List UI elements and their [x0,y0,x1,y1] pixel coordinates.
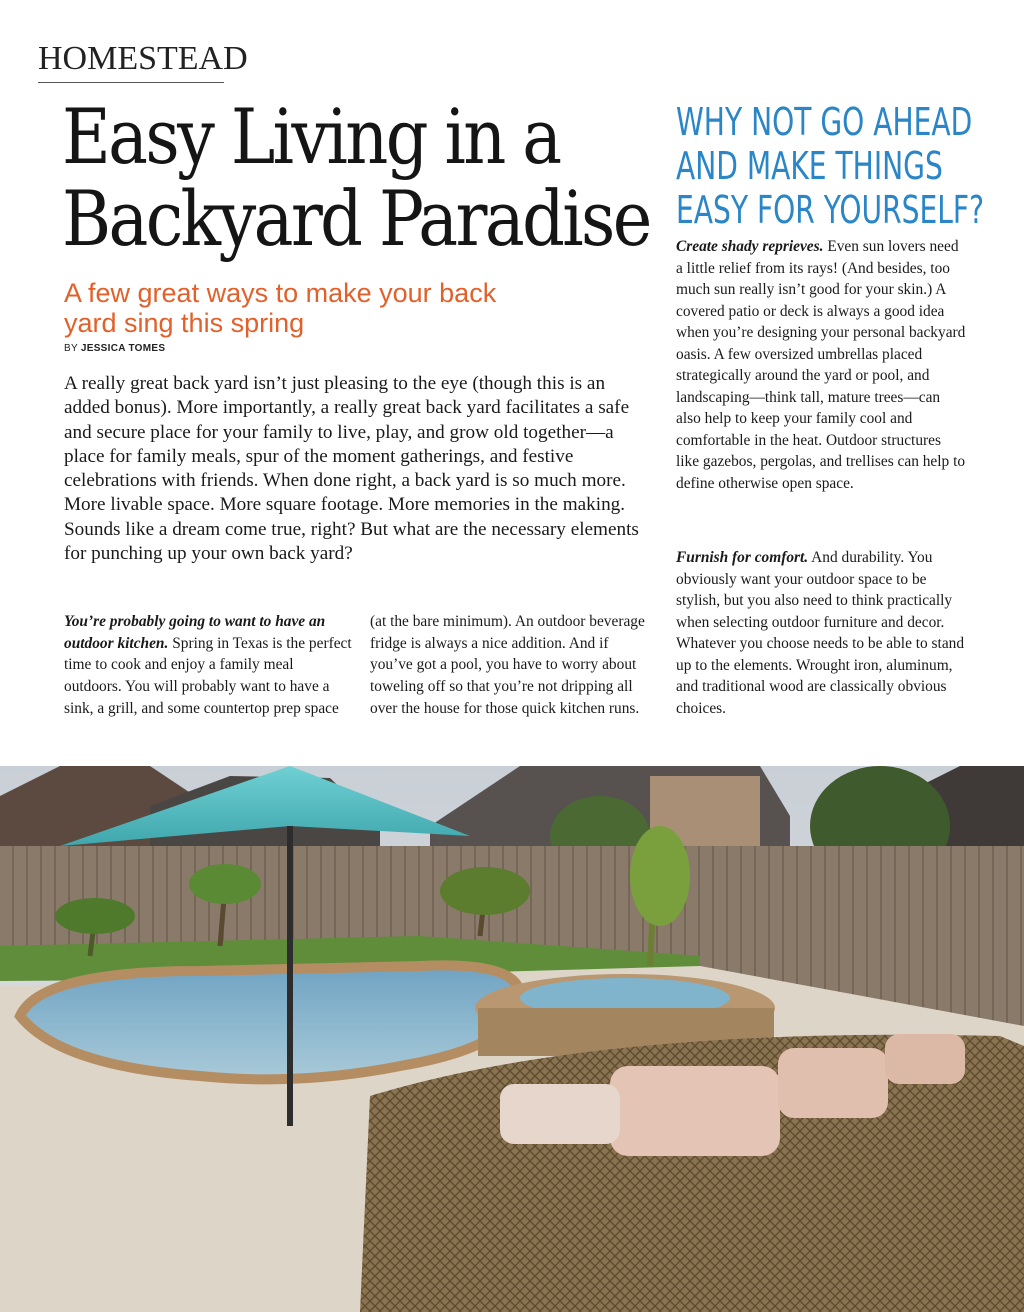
headline-line-2: Backyard Paradise [62,174,650,263]
subheadline-line-2: yard sing this spring [64,308,305,338]
comfort-body: And durability. You obviously want your outdoor space to be stylish, but you also need to think practically when selecting outdoor furniture and decor. Whatever you choose needs to be able to stand up to the elements. Wrought iron, aluminum, and traditional wood are classically obvious choices. [676,549,965,717]
sidebar-title-line-3: EASY FOR YOURSELF? [676,188,985,232]
headline [62,92,650,263]
comfort-paragraph [676,547,966,719]
section-label: HOMESTEAD [38,40,248,77]
comfort-lead: Furnish for comfort. [676,549,809,566]
shade-lead: Create shady reprieves. [676,238,824,255]
kitchen-lead: You’re probably going to want to have an outdoor kitchen. [64,613,326,652]
byline-prefix: BY [64,343,78,354]
shade-body: Even sun lovers need a little relief from its rays! (And besides, too much sun really isn’t good for your skin.) A covered patio or deck is always a good idea when you’re designing your personal backyard oasis. A few oversized umbrellas placed strategically around the yard or pool, and landscaping—think tall, mature trees—can also help to keep your family cool and comfortable in the heat. Outdoor structures like gazebos, pergolas, and trellises can help to define otherwise open space. [676,238,966,492]
sidebar-title-line-1: WHY NOT GO AHEAD [676,100,973,144]
backyard-pool-photo [0,766,1024,1312]
sidebar-title [676,100,985,232]
byline-author: JESSICA TOMES [80,343,166,354]
subheadline [64,278,624,338]
section-divider [38,82,224,83]
subheadline-line-1: A few great ways to make your back [64,278,497,308]
wicker-sofa [360,1034,1024,1312]
headline-line-1: Easy Living in a [62,92,560,181]
kitchen-body-a: Spring in Texas is the perfect time to cook and enjoy a family meal outdoors. You will probably want to have a sink, a grill, and some countertop prep space [64,634,352,717]
shade-paragraph [676,236,966,494]
kitchen-paragraph-part-2: (at the bare minimum). An outdoor beverage fridge is always a nice addition. And if you’ve got a pool, you have to worry about toweling off so that you’re not dripping all over the house for those quick kitchen runs. [370,613,645,717]
umbrella-pole [287,826,293,1126]
kitchen-paragraph-part-1 [64,611,354,720]
sidebar-title-line-2: AND MAKE THINGS [676,144,943,188]
byline [64,343,165,354]
intro-paragraph: A really great back yard isn’t just pleasing to the eye (though this is an added bonus). More importantly, a really great back yard facilitates a safe and secure place for your family to live, play, and grow old together—a place for family meals, spur of the moment gatherings, and festive celebrations with friends. When done right, a back yard is so much more. More livable space. More square footage. More memories in the making. Sounds like a dream come true, right? But what are the necessary elements for punching up your own back yard? [64,373,639,565]
